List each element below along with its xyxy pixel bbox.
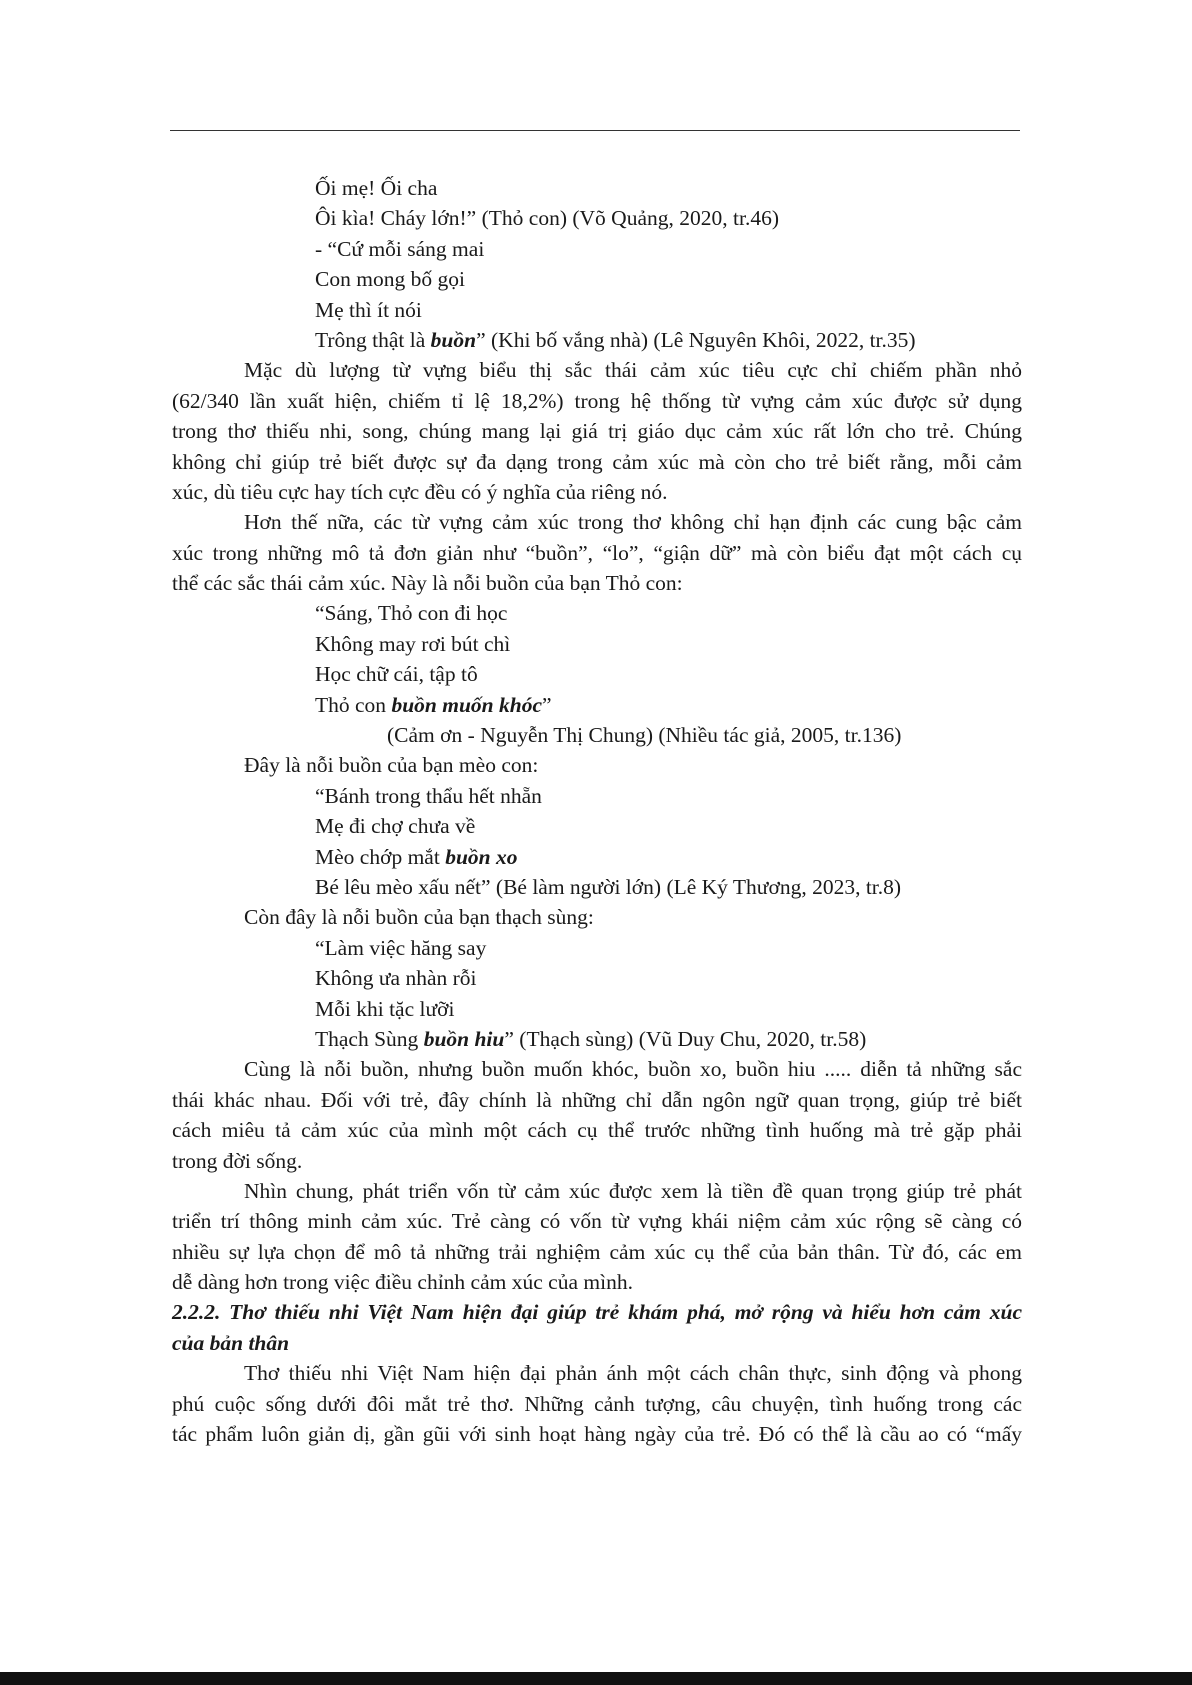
text-span: Còn đây là nỗi buồn của bạn thạch sùng:: [244, 905, 594, 930]
text-span: thái khác nhau. Đối với trẻ, đây chính là những chỉ dẫn ngôn ngữ quan trọng, giúp trẻ biết: [172, 1087, 1022, 1112]
text-span: Mẹ thì ít nói: [315, 297, 422, 322]
paragraph-line: [172, 416, 1022, 446]
paragraph-line: [172, 507, 1022, 537]
text-span: Bé lêu mèo xấu nết” (: [315, 874, 504, 899]
text-span: Con mong bố gọi: [315, 267, 465, 292]
text-span: thể các sắc thái cảm xúc. Này là nỗi buồn của bạn Thỏ con:: [172, 571, 683, 596]
paragraph-line: [172, 1176, 1022, 1206]
text-span: Mỗi khi tặc lưỡi: [315, 996, 455, 1021]
poem-line: [172, 994, 1022, 1024]
text-span: Hơn thế nữa, các từ vựng cảm xúc trong thơ không chỉ hạn định các cung bậc cảm: [244, 510, 1022, 535]
text-span: trong thơ thiếu nhi, song, chúng mang lại giá trị giáo dục cảm xúc rất lớn cho trẻ. Chúng: [172, 419, 1022, 444]
text-span: ”: [542, 692, 552, 717]
italic-title: Cảm ơn: [394, 723, 463, 748]
paragraph-line: [172, 386, 1022, 416]
text-span: xúc, dù tiêu cực hay tích cực đều có ý nghĩa của riêng nó.: [172, 479, 668, 504]
text-span: ” (: [504, 1026, 527, 1051]
paragraph-line: [172, 1206, 1022, 1236]
poem-line: [172, 963, 1022, 993]
text-span: Ối mẹ! Ối cha: [315, 176, 438, 200]
poem-line: [172, 295, 1022, 325]
paragraph-line: [172, 1358, 1022, 1388]
paragraph-line: [172, 1146, 1022, 1176]
paragraph-line: [172, 1085, 1022, 1115]
emphasis-text: buồn: [430, 327, 477, 352]
poem-line: [172, 720, 1022, 750]
paragraph-line: [172, 1267, 1022, 1297]
paragraph-line: [172, 902, 1022, 932]
text-span: Không ưa nhàn rỗi: [315, 966, 477, 991]
text-span: tác phẩm luôn giản dị, gần gũi với sinh hoạt hàng ngày của trẻ. Đó có thể là cầu ao có “: [172, 1422, 985, 1447]
paragraph-line: [172, 1419, 1022, 1449]
poem-line: [172, 781, 1022, 811]
text-span: 2.2.2. Thơ thiếu nhi Việt Nam hiện đại giúp trẻ khám phá, mở rộng và hiểu hơn cảm xúc: [172, 1300, 1022, 1325]
text-span: nhiều sự lựa chọn để mô tả những trải nghiệm cảm xúc cụ thể của bản thân. Từ đó, các em: [172, 1239, 1022, 1264]
italic-title: Bé làm người lớn: [503, 874, 654, 899]
text-span: ) (Lê Ký Thương, 2023, tr.8): [653, 874, 902, 899]
poem-line: [172, 264, 1022, 294]
section-heading-line: [172, 1297, 1022, 1327]
page-bottom-edge: [0, 1672, 1192, 1685]
italic-title: Khi bố vắng nhà: [498, 327, 641, 352]
poem-line: [172, 659, 1022, 689]
poem-line: [172, 629, 1022, 659]
paragraph-line: [172, 1115, 1022, 1145]
emphasis-text: buồn xo: [445, 844, 518, 869]
text-span: (62/340 lần xuất hiện, chiếm tỉ lệ 18,2%) trong hệ thống từ vựng cảm xúc được sử dụng: [172, 388, 1022, 413]
text-span: ) (Lê Nguyên Khôi, 2022, tr.35): [640, 327, 916, 352]
paragraph-line: [172, 750, 1022, 780]
text-span: ” (: [476, 327, 499, 352]
text-span: trong đời sống.: [172, 1148, 303, 1173]
poem-line: [172, 325, 1022, 355]
text-span: Thạch Sùng: [315, 1026, 424, 1051]
poem-line: [172, 842, 1022, 872]
text-span: dễ dàng hơn trong việc điều chỉnh cảm xúc của mình.: [172, 1270, 633, 1295]
text-span: không chỉ giúp trẻ biết được sự đa dạng trong cảm xúc mà còn cho trẻ biết rằng, mỗi cảm: [172, 449, 1022, 474]
text-span: Thỏ con: [315, 692, 392, 717]
text-span: Nhìn chung, phát triển vốn từ cảm xúc được xem là tiền đề quan trọng giúp trẻ phát: [244, 1178, 1022, 1203]
paragraph-line: [172, 355, 1022, 385]
paragraph-line: [172, 447, 1022, 477]
emphasis-text: buồn hiu: [423, 1026, 505, 1051]
paragraph-line: [172, 1389, 1022, 1419]
italic-title: Thạch sùng): [526, 1026, 634, 1051]
text-span: Mèo chớp mắt: [315, 844, 446, 869]
text-span: Ôi kìa! Cháy lớn!” (: [315, 206, 489, 231]
text-span: Trông thật là: [315, 327, 431, 352]
poem-line: [172, 872, 1022, 902]
text-span: của bản thân: [172, 1330, 290, 1355]
poem-line: [172, 173, 1022, 203]
text-span: cách miêu tả cảm xúc của mình một cách cụ thể trước những tình huống mà trẻ gặp phải: [172, 1118, 1022, 1143]
text-span: “Bánh trong thẩu hết nhẵn: [315, 783, 542, 808]
poem-line: [172, 203, 1022, 233]
paragraph-line: [172, 538, 1022, 568]
paragraph-line: [172, 1054, 1022, 1084]
poem-line: [172, 1024, 1022, 1054]
poem-line: [172, 690, 1022, 720]
text-span: Đây là nỗi buồn của bạn mèo con:: [244, 753, 539, 778]
paragraph-line: [172, 477, 1022, 507]
text-span: triển trí thông minh cảm xúc. Trẻ càng có vốn từ vựng khái niệm cảm xúc rộng sẽ càng có: [172, 1209, 1022, 1234]
italic-title: mấy: [984, 1422, 1022, 1447]
text-span: ) (Võ Quảng, 2020, tr.46): [559, 206, 779, 231]
section-heading-line: [172, 1328, 1022, 1358]
italic-title: Thỏ con: [488, 206, 560, 231]
emphasis-text: buồn muốn khóc: [391, 692, 542, 717]
text-span: “Làm việc hăng say: [315, 935, 487, 960]
text-span: ..... diễn tả những sắc: [815, 1057, 1023, 1082]
text-span: “Sáng, Thỏ con đi học: [315, 601, 508, 626]
poem-line: [172, 933, 1022, 963]
text-span: Mặc dù lượng từ vựng biểu thị sắc thái cảm xúc tiêu cực chỉ chiếm phần nhỏ: [244, 358, 1022, 383]
paragraph-line: [172, 568, 1022, 598]
text-span: - Nguyễn Thị Chung) (Nhiều tác giả, 2005, tr.136): [462, 723, 902, 748]
poem-line: [172, 234, 1022, 264]
text-span: phú cuộc sống dưới đôi mắt trẻ thơ. Những cảnh tượng, câu chuyện, tình huống trong các: [172, 1391, 1022, 1416]
poem-line: [172, 811, 1022, 841]
text-span: Thơ thiếu nhi Việt Nam hiện đại phản ánh một cách chân thực, sinh động và phong: [244, 1361, 1022, 1386]
italic-title: buồn muốn khóc, buồn xo, buồn hiu: [481, 1057, 816, 1082]
header-rule: [170, 130, 1020, 131]
text-span: xúc trong những mô tả đơn giản như “buồn”, “lo”, “giận dữ” mà còn biểu đạt một cách cụ: [172, 540, 1022, 565]
paragraph-line: [172, 1237, 1022, 1267]
text-span: (: [387, 723, 395, 748]
text-span: Cùng là nỗi buồn, nhưng: [244, 1057, 482, 1082]
document-body: [172, 173, 1022, 1449]
poem-line: [172, 598, 1022, 628]
text-span: Không may rơi bút chì: [315, 631, 511, 656]
text-span: Học chữ cái, tập tô: [315, 662, 478, 687]
text-span: Mẹ đi chợ chưa về: [315, 814, 476, 839]
text-span: (Vũ Duy Chu, 2020, tr.58): [633, 1026, 867, 1051]
text-span: - “Cứ mỗi sáng mai: [315, 236, 485, 261]
